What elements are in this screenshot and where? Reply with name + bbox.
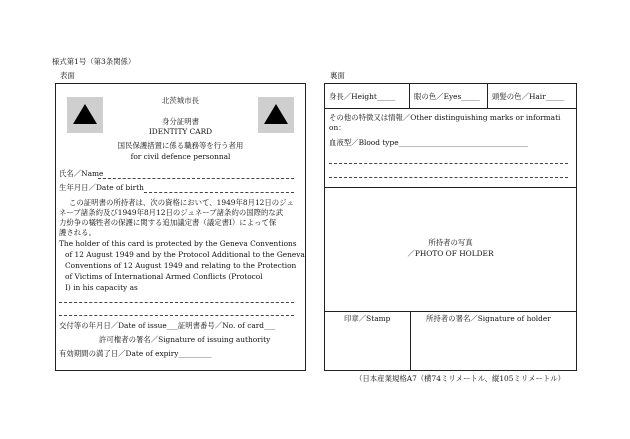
capacity-line-1 [59, 302, 294, 303]
issuing-authority-signature: 許可権者の署名／Signature of issuing authority [99, 335, 271, 344]
info-line-1 [329, 163, 568, 164]
statement-en-5: Ⅰ) in his capacity as [65, 283, 138, 292]
name-label: 氏名／Name [59, 169, 104, 178]
dob-label: 生年月日／Date of birth [59, 183, 144, 192]
divider [410, 311, 411, 370]
card-subtitle-en: for civil defence personnal [130, 152, 231, 161]
back-card [324, 83, 577, 371]
card-title-ja: 身分証明書 [162, 117, 199, 126]
statement-ja-4: 護される。 [59, 228, 96, 237]
hair-colour-field: 頭髪の色／Hair_____ [492, 92, 565, 101]
card-subtitle-ja: 国民保護措置に係る職務等を行う者用 [117, 141, 244, 150]
blood-type-field: 血液型／Blood type___________________________________ [329, 138, 528, 147]
statement-en-1: The holder of this card is protected by the Geneva Conventions [59, 239, 297, 248]
holder-signature-field: 所持者の署名／Signature of holder [426, 314, 551, 323]
statement-ja-1: この証明書の所持者は、次の資格において、1949年8月12日のジュ [69, 198, 294, 207]
height-field: 身長／Height_____ [329, 92, 396, 101]
divider [325, 311, 576, 312]
form-number: 様式第1号（第3条関係） [52, 57, 136, 66]
divider [325, 187, 576, 188]
photo-label-en: ／PHOTO OF HOLDER [407, 249, 494, 258]
statement-ja-2: ネーブ諸条約及び1949年8月12日のジュネーブ諸条約の国際的な武 [59, 208, 284, 217]
divider [487, 84, 488, 108]
statement-en-3: Conventions of 12 August 1949 and relating to the Protection [65, 261, 297, 270]
divider [325, 108, 576, 109]
statement-ja-3: 力紛争の犠牲者の保護に関する追加議定書（議定書Ⅰ）によって保 [59, 218, 277, 227]
name-line [98, 178, 294, 179]
statement-en-4: of Victims of International Armed Conflicts (Protocol [65, 272, 263, 281]
capacity-line-2 [59, 315, 294, 316]
dob-line [144, 192, 294, 193]
info-line-2 [329, 177, 568, 178]
eye-colour-field: 眼の色／Eyes_____ [414, 92, 480, 101]
divider [409, 84, 410, 108]
card-title-en: IDENTITY CARD [148, 127, 213, 136]
other-marks-label-cont: on： [329, 123, 346, 132]
front-card [55, 83, 306, 371]
back-label: 裏面 [330, 71, 345, 80]
issue-line: 交付等の年月日／Date of issue___証明書番号／No. of card___ [59, 321, 276, 330]
statement-en-2: of 12 August 1949 and by the Protocol Additional to the Geneva [65, 250, 305, 259]
front-label: 表面 [60, 71, 75, 80]
expiry-line: 有効期間の満了日／Date of expiry_________ [59, 349, 212, 358]
size-note: （日本産業規格A7（横74ミリメートル、縦105ミリメートル） [355, 374, 566, 383]
stamp-field: 印章／Stamp [344, 314, 391, 323]
other-marks-label: その他の特徴又は情報／Other distinguishing marks or informati [329, 113, 561, 122]
photo-label-ja: 所持者の写真 [428, 238, 473, 247]
issuer: 北茨城市長 [162, 96, 199, 105]
